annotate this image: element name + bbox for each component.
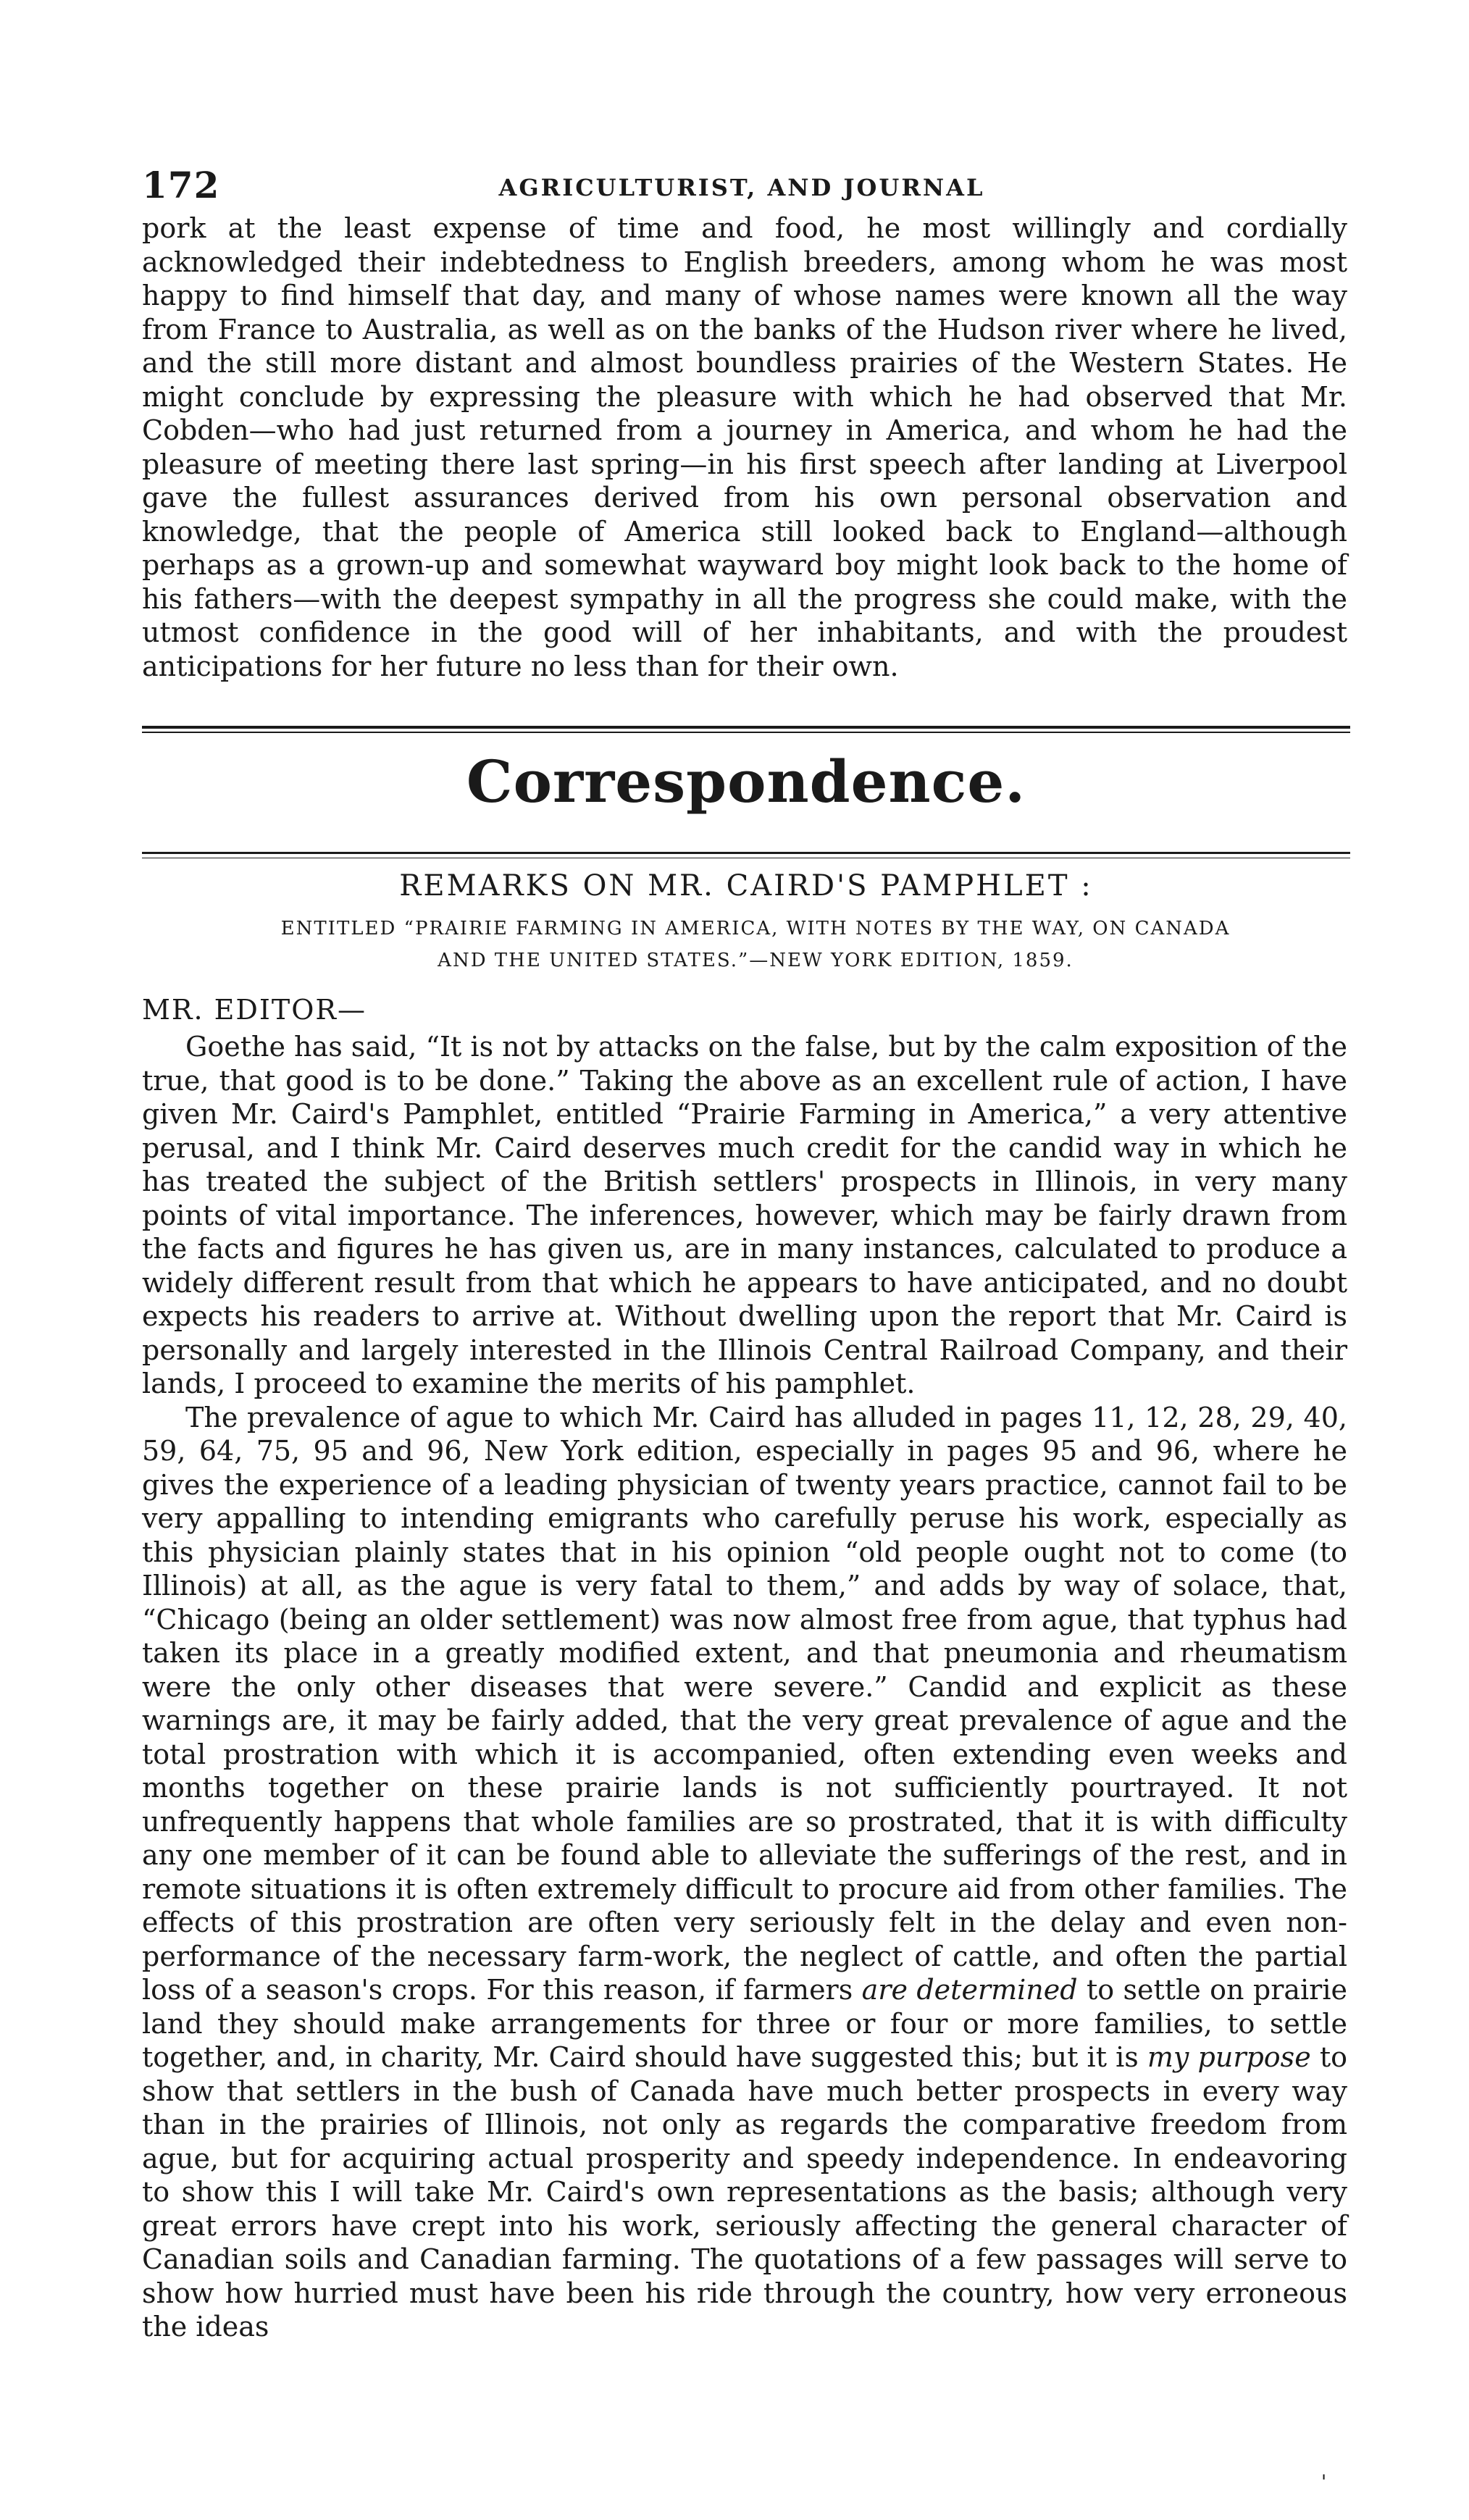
journal-title: AGRICULTURIST, AND JOURNAL bbox=[498, 174, 985, 201]
letter-paragraph-2 bbox=[142, 1401, 1347, 2344]
salutation: MR. EDITOR— bbox=[142, 994, 367, 1026]
article-subtitle-line2: AND THE UNITED STATES.”—NEW YORK EDITION, 1859. bbox=[438, 950, 1074, 971]
page-number: 172 bbox=[142, 164, 220, 206]
section-divider-top bbox=[142, 726, 1350, 733]
letter-paragraph-1: Goethe has said, “It is not by attacks on the false, but by the calm exposition of the true, that good is to be done.” Taking the above as an excellent rule of action, I have given Mr. Caird's Pamphlet, entitled “Prairie Farming in America,” a very attentive perusal, and I think Mr. Caird deserves much credit for the candid way in which he has treated the subject of the British settlers' prospects in Illinois, in very many points of vital importance. The inferences, however, which may be fairly drawn from the facts and figures he has given us, are in many instances, calculated to produce a widely different result from that which he appears to have anticipated, and no doubt expects his readers to arrive at. Without dwelling upon the report that Mr. Caird is personally and largely interested in the Illinois Central Railroad Company, and their lands, I proceed to examine the merits of his pamphlet. bbox=[142, 1031, 1347, 1399]
para2-text-c: to show that settlers in the bush of Canada have much better prospects in every way than in the prairies of Illinois, not only as regards the comparative freedom from ague, but for acquiring actual prosperity and speedy independence. In endeavoring to show this I will take Mr. Caird's own representations as the basis; although very great errors have crept into his work, seriously affecting the general character of Canadian soils and Canadian farming. The quotations of a few passages will serve to show how hurried must have been his ride through the country, how very erroneous the ideas bbox=[142, 2041, 1347, 2343]
letter-body bbox=[142, 1030, 1347, 2344]
intro-paragraph bbox=[142, 212, 1347, 683]
running-head bbox=[142, 164, 1342, 207]
para2-text-b: to settle on prairie land they should make arrangements for three or four or more families, to settle together, and, in charity, Mr. Caird should have suggested this; but it is bbox=[142, 1974, 1347, 2073]
para2-emphasis-2: my purpose bbox=[1147, 2041, 1311, 2073]
section-divider-bottom bbox=[142, 852, 1350, 854]
intro-paragraph-text: pork at the least expense of time and food, he most willingly and cordially acknowledged their indebtedness to English breeders, among whom he was most happy to find himself that day, and many of whose names were known all the way from France to Australia, as well as on the banks of the Hudson river where he lived, and the still more distant and almost boundless prairies of the Western States. He might conclude by expressing the pleasure with which he had observed that Mr. Cobden—who had just returned from a journey in America, and whom he had the pleasure of meeting there last spring—in his first speech after landing at Liverpool gave the fullest assurances derived from his own personal observation and knowledge, that the people of America still looked back to England—although perhaps as a grown-up and somewhat wayward boy might look back to the home of his fathers—with the deepest sympathy in all the progress she could make, with the utmost confidence in the good will of her inhabitants, and with the proudest anticipations for her future no less than for their own. bbox=[142, 212, 1347, 682]
article-subtitle bbox=[164, 913, 1347, 976]
article-subtitle-line1: ENTITLED “PRAIRIE FARMING IN AMERICA, WITH NOTES BY THE WAY, ON CANADA bbox=[280, 918, 1231, 939]
para2-emphasis-1: are determined bbox=[861, 1974, 1078, 2006]
section-heading: Correspondence. bbox=[466, 748, 1026, 816]
para2-text-a: The prevalence of ague to which Mr. Caird has alluded in pages 11, 12, 28, 29, 40, 59, 64, 75, 95 and 96, New York edition, especially in pages 95 and 96, where he gives the experience of a leading physician of twenty years practice, cannot fail to be very appalling to intending emigrants who carefully peruse his work, especially as this physician plainly states that in his opinion “old people ought not to come (to Illinois) at all, as the ague is very fatal to them,” and adds by way of solace, that, “Chicago (being an older settlement) was now almost free from ague, that typhus had taken its place in a greatly modified extent, and that pneumonia and rheumatism were the only other diseases that were severe.” Candid and explicit as these warnings are, it may be fairly added, that the very great prevalence of ague and the total prostration with which it is accompanied, often extending even weeks and months together on these prairie lands is not sufficiently pourtrayed. It not unfrequently happens that whole families are so prostrated, that it is with difficulty any one member of it can be found able to alleviate the sufferings of the rest, and in remote situations it is often extremely difficult to procure aid from other families. The effects of this prostration are often very seriously felt in the delay and even non-performance of the necessary farm-work, the neglect of cattle, and often the partial loss of a season's crops. For this reason, if farmers bbox=[142, 1401, 1347, 2006]
stray-print-mark: ' bbox=[1321, 2471, 1327, 2493]
article-title: REMARKS ON MR. CAIRD'S PAMPHLET : bbox=[399, 869, 1093, 903]
